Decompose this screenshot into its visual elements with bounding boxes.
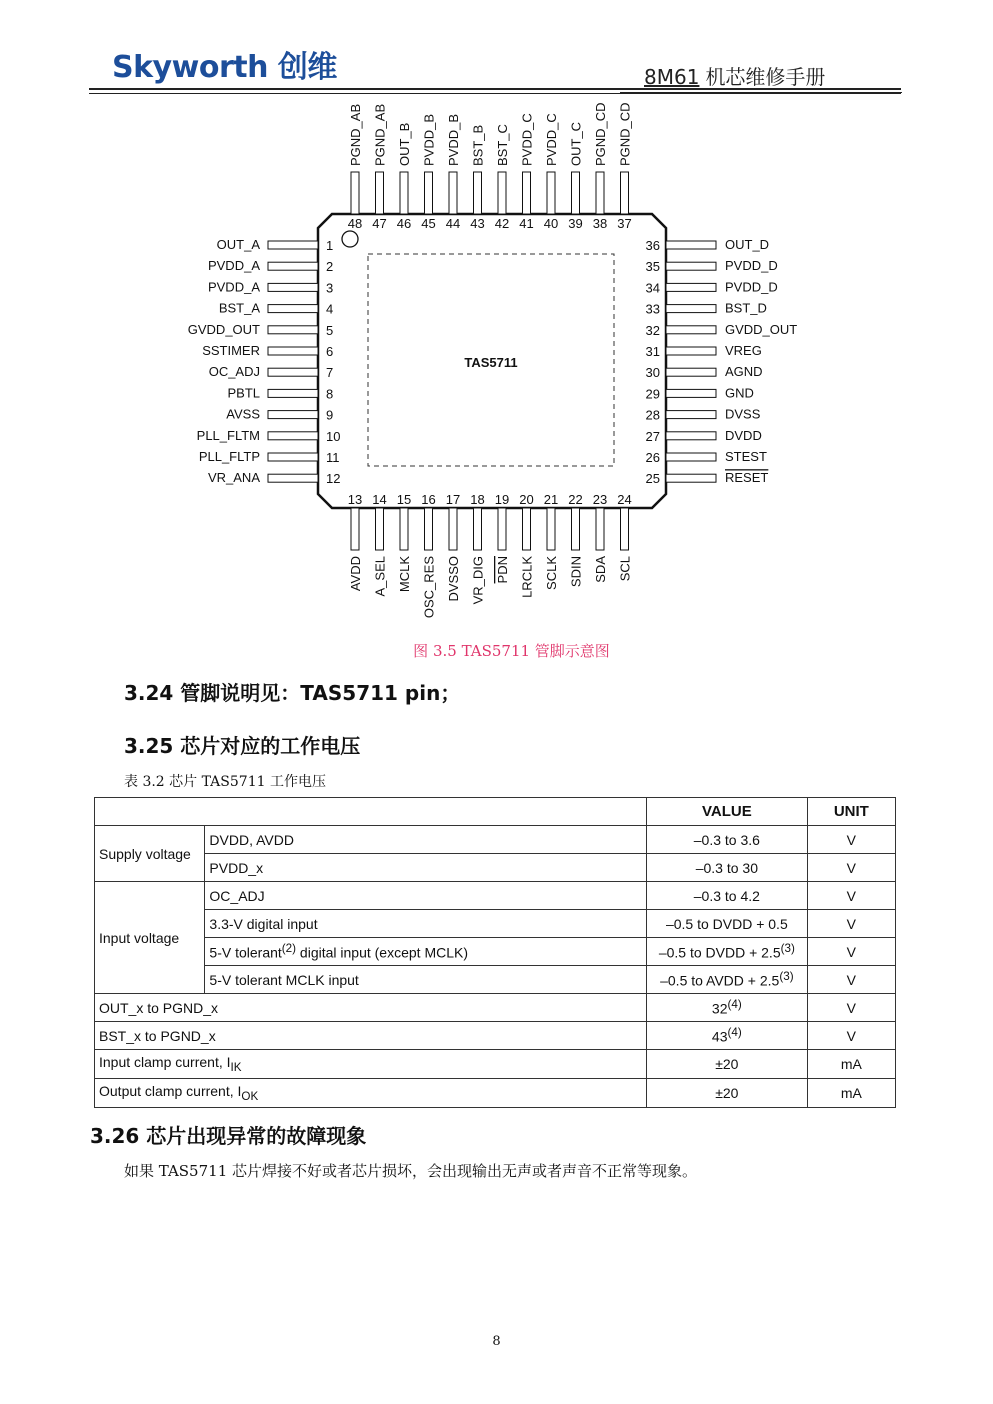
group-input-voltage: Input voltage: [95, 882, 205, 994]
pin-number: 34: [645, 280, 660, 296]
pin-label: PBTL: [227, 385, 260, 401]
pin-label: BST_B: [470, 124, 486, 166]
header-rule-thin: [89, 93, 901, 94]
value-cell: –0.3 to 3.6: [647, 826, 808, 854]
pin-lead: [666, 474, 716, 482]
pin-label: RESET: [725, 470, 769, 486]
pin-label: BST_D: [725, 300, 767, 316]
pin-number: 48: [347, 216, 363, 231]
header-param-cell: [95, 798, 647, 826]
pin-number: 28: [645, 407, 660, 423]
pin-lead: [268, 326, 318, 334]
pin-number: 14: [372, 492, 387, 507]
pin-number: 41: [519, 216, 534, 231]
pin-number: 44: [445, 216, 461, 231]
pin-lead: [474, 172, 482, 214]
value-cell: [647, 966, 808, 994]
param-cell: [95, 1078, 647, 1107]
pin-lead: [666, 389, 716, 397]
pin-lead: [400, 172, 408, 214]
pin-lead: [449, 508, 457, 550]
pin-label: SCLK: [544, 556, 559, 590]
unit-cell: V: [807, 1022, 895, 1050]
value-cell: ±20: [647, 1050, 808, 1079]
pin-lead: [425, 172, 433, 214]
pin-label: PVDD_C: [544, 113, 559, 166]
table-header-row: [95, 798, 896, 826]
pin-lead: [376, 172, 384, 214]
value-cell: [647, 938, 808, 966]
pin-lead: [268, 305, 318, 313]
pin-number: 24: [617, 492, 632, 507]
pin-label: VREG: [725, 343, 762, 358]
value-cell: [647, 1022, 808, 1050]
pin-number: 4: [326, 301, 334, 317]
unit-cell: V: [807, 938, 895, 966]
section-3-25-heading: 3.25 芯片对应的工作电压: [124, 734, 361, 758]
value-text: 32: [711, 1000, 728, 1017]
unit-cell: V: [807, 882, 895, 910]
pin-number: 29: [645, 386, 660, 402]
pin-lead: [547, 172, 555, 214]
param-cell: BST_x to PGND_x: [95, 1022, 647, 1050]
pin-lead: [268, 262, 318, 270]
pin-lead: [572, 508, 580, 550]
pin-number: 36: [645, 238, 660, 253]
pin-number: 17: [445, 492, 461, 507]
pin-number: 3: [326, 280, 334, 296]
pin-number: 40: [543, 216, 559, 231]
pin-number: 5: [326, 322, 334, 338]
value-cell: –0.5 to DVDD + 0.5: [647, 910, 808, 938]
pin-label: SDIN: [568, 556, 584, 588]
pin-lead: [268, 474, 318, 482]
pin-lead: [400, 508, 408, 550]
pin-label: PGND_CD: [593, 102, 608, 166]
pin-number: 30: [645, 365, 660, 381]
pin-label: PVDD_D: [725, 279, 778, 295]
table-row: [95, 826, 896, 854]
pin-number: 33: [645, 301, 660, 317]
unit-cell: mA: [807, 1078, 895, 1107]
pin-number: 31: [645, 344, 660, 359]
pin-lead: [268, 453, 318, 461]
subscript: OK: [241, 1089, 259, 1103]
param-cell: [95, 1050, 647, 1079]
table-row: [95, 854, 896, 882]
footnote-ref: (4): [727, 998, 742, 1012]
pin-label: PVDD_B: [421, 113, 437, 166]
table-row: [95, 938, 896, 966]
header-rule: [89, 88, 901, 90]
value-cell: –0.3 to 4.2: [647, 882, 808, 910]
pin-number: 27: [645, 428, 660, 444]
pin-label: OUT_A: [216, 237, 260, 252]
pin-number: 18: [470, 492, 485, 507]
pin-lead: [666, 432, 716, 440]
pin-number: 45: [421, 216, 436, 231]
footnote-ref: (2): [281, 942, 297, 956]
value-cell: –0.3 to 30: [647, 854, 808, 882]
pin-lead: [666, 326, 716, 334]
pin-number: 21: [543, 492, 559, 507]
table-row: [95, 910, 896, 938]
header-unit: UNIT: [807, 798, 895, 826]
pin-label: SCL: [617, 556, 633, 582]
param-cell: OUT_x to PGND_x: [95, 994, 647, 1022]
param-cell: 3.3-V digital input: [205, 910, 647, 938]
pin-label: SDA: [593, 556, 608, 583]
pin-number: 43: [470, 216, 485, 231]
pin-lead: [268, 411, 318, 419]
pin-label: STEST: [725, 449, 767, 464]
param-cell: 5-V tolerant MCLK input: [205, 966, 647, 994]
value-text: –0.5 to AVDD + 2.5: [660, 972, 780, 989]
pin-lead: [621, 172, 629, 214]
page-number: 8: [492, 1334, 501, 1349]
pin-lead: [268, 241, 318, 249]
pin-number: 25: [645, 471, 660, 487]
pin-lead: [666, 411, 716, 419]
pin-label: GND: [725, 385, 754, 401]
param-text: Output clamp current, I: [99, 1082, 242, 1099]
param-text: digital input (except MCLK): [296, 944, 468, 961]
value-text: 43: [711, 1028, 728, 1045]
unit-cell: V: [807, 910, 895, 938]
pin-label: DVDD: [725, 427, 762, 443]
pin-label: OUT_C: [568, 121, 584, 166]
pin-number: 1: [326, 238, 334, 253]
footnote-ref: (4): [727, 1026, 742, 1040]
pin-label: OC_ADJ: [208, 364, 260, 380]
pin-label: PVDD_A: [207, 279, 260, 295]
pin-number: 9: [326, 407, 334, 423]
pin-lead: [351, 508, 359, 550]
pin-lead: [376, 508, 384, 550]
pin-lead: [523, 508, 531, 550]
pin-number: 42: [494, 216, 510, 231]
unit-cell: V: [807, 826, 895, 854]
pin-lead: [596, 172, 604, 214]
pin-label: PLL_FLTP: [198, 449, 260, 464]
pin-number: 20: [519, 492, 534, 507]
pin-lead: [666, 241, 716, 249]
table-row: [95, 1050, 896, 1079]
pin-number: 6: [326, 344, 334, 359]
param-cell: DVDD, AVDD: [205, 826, 647, 854]
pin-label: VR_ANA: [207, 470, 260, 486]
pin-label: PGND_CD: [617, 102, 633, 166]
param-text: 5-V tolerant: [209, 944, 282, 961]
fault-description-paragraph: 如果 TAS5711 芯片焊接不好或者芯片损坏，会出现输出无声或者声音不正常等现象。: [124, 1162, 698, 1180]
table-row: [95, 882, 896, 910]
unit-cell: mA: [807, 1050, 895, 1079]
pin-lead: [268, 389, 318, 397]
pin-lead: [666, 305, 716, 313]
pin-lead: [498, 172, 506, 214]
footnote-ref: (3): [779, 970, 794, 984]
pin-label: VR_DIG: [470, 556, 486, 605]
param-cell: [205, 938, 647, 966]
pin-lead: [351, 172, 359, 214]
pin-label: OUT_D: [725, 237, 770, 252]
pin-label: DVSS: [725, 406, 761, 422]
pin-label: AVSS: [226, 406, 260, 422]
pin-lead: [268, 432, 318, 440]
pin-lead: [523, 172, 531, 214]
pin-label: PVDD_C: [519, 113, 535, 166]
pin-label: MCLK: [397, 556, 412, 593]
pin-lead: [498, 508, 506, 550]
pin-lead: [449, 172, 457, 214]
pin-label: A_SEL: [372, 556, 388, 597]
pin-number: 46: [396, 216, 412, 231]
group-supply-voltage: Supply voltage: [95, 826, 205, 882]
pin-label: PVDD_A: [207, 258, 260, 274]
pin-label: LRCLK: [519, 556, 535, 598]
pin-lead: [666, 283, 716, 291]
pin-label: DVSSO: [446, 556, 461, 602]
pin-label: BST_C: [495, 124, 510, 166]
section-3-24-heading: 3.24 管脚说明见：TAS5711 pin；: [124, 681, 461, 705]
pin-number: 7: [326, 365, 334, 381]
pin-lead: [572, 172, 580, 214]
pin-label: PVDD_D: [725, 258, 778, 274]
pin-label: PDN: [495, 556, 510, 584]
table-caption: 表 3.2 芯片 TAS5711 工作电压: [124, 774, 326, 790]
table-row: [95, 1078, 896, 1107]
pin-lead: [666, 368, 716, 376]
param-text: Input clamp current, I: [99, 1054, 231, 1070]
param-cell: PVDD_x: [205, 854, 647, 882]
value-text: –0.5 to DVDD + 2.5: [658, 944, 781, 961]
pin-number: 2: [326, 259, 334, 275]
footnote-ref: (3): [780, 942, 795, 956]
value-cell: [647, 994, 808, 1022]
pin-label: GVDD_OUT: [725, 321, 798, 337]
header-value: VALUE: [647, 798, 808, 826]
pin-lead: [268, 368, 318, 376]
unit-cell: V: [807, 994, 895, 1022]
figure-caption: 图 3.5 TAS5711 管脚示意图: [413, 642, 610, 660]
pin-number: 32: [645, 322, 660, 338]
pin-lead: [666, 262, 716, 270]
pin-lead: [425, 508, 433, 550]
chip-name-label: TAS5711: [464, 355, 518, 370]
pin-lead: [268, 283, 318, 291]
pin-number: 47: [372, 216, 387, 231]
table-row: [95, 994, 896, 1022]
pin-label: SSTIMER: [202, 343, 260, 358]
pin-number: 38: [592, 216, 608, 231]
pin-number: 35: [645, 259, 660, 275]
table-row: [95, 966, 896, 994]
pin-number: 8: [326, 386, 334, 402]
pin-label: OUT_B: [397, 122, 412, 166]
voltage-spec-table: [94, 797, 896, 1108]
table-row: [95, 1022, 896, 1050]
skyworth-logo: Skyworth 创维: [112, 50, 337, 85]
section-3-26-heading: 3.26 芯片出现异常的故障现象: [90, 1124, 367, 1148]
pin-label: OSC_RES: [421, 556, 437, 619]
pin-lead: [666, 453, 716, 461]
param-cell: OC_ADJ: [205, 882, 647, 910]
pin-number: 11: [326, 450, 340, 465]
pin-lead: [268, 347, 318, 355]
pin-label: PGND_AB: [372, 103, 388, 166]
tas5711-pinout-diagram: [150, 96, 850, 636]
pin-label: AVDD: [348, 556, 363, 592]
pin-label: PVDD_B: [446, 113, 461, 166]
pin-number: 26: [645, 450, 660, 465]
pin-label: AGND: [725, 364, 763, 380]
pin-label: BST_A: [218, 300, 260, 316]
pin-number: 16: [421, 492, 436, 507]
pin-lead: [621, 508, 629, 550]
pin-number: 15: [396, 492, 412, 507]
pin-label: PLL_FLTM: [196, 427, 260, 443]
pin-label: PGND_AB: [348, 103, 363, 166]
pin-number: 10: [326, 428, 341, 444]
value-cell: ±20: [647, 1078, 808, 1107]
pin-number: 37: [617, 216, 632, 231]
pin-lead: [666, 347, 716, 355]
pin-number: 22: [568, 492, 583, 507]
unit-cell: V: [807, 966, 895, 994]
pin-label: GVDD_OUT: [187, 321, 260, 337]
subscript: IK: [230, 1060, 242, 1074]
pin-lead: [474, 508, 482, 550]
header-manual-title: 机芯维修手册: [705, 65, 826, 89]
pin-number: 19: [494, 492, 510, 507]
pin-number: 39: [568, 216, 583, 231]
header-model: 8M61: [644, 65, 700, 89]
pin-number: 13: [347, 492, 363, 507]
unit-cell: V: [807, 854, 895, 882]
pin-number: 12: [326, 471, 341, 487]
pin-lead: [596, 508, 604, 550]
pin-lead: [547, 508, 555, 550]
pin-number: 23: [592, 492, 608, 507]
